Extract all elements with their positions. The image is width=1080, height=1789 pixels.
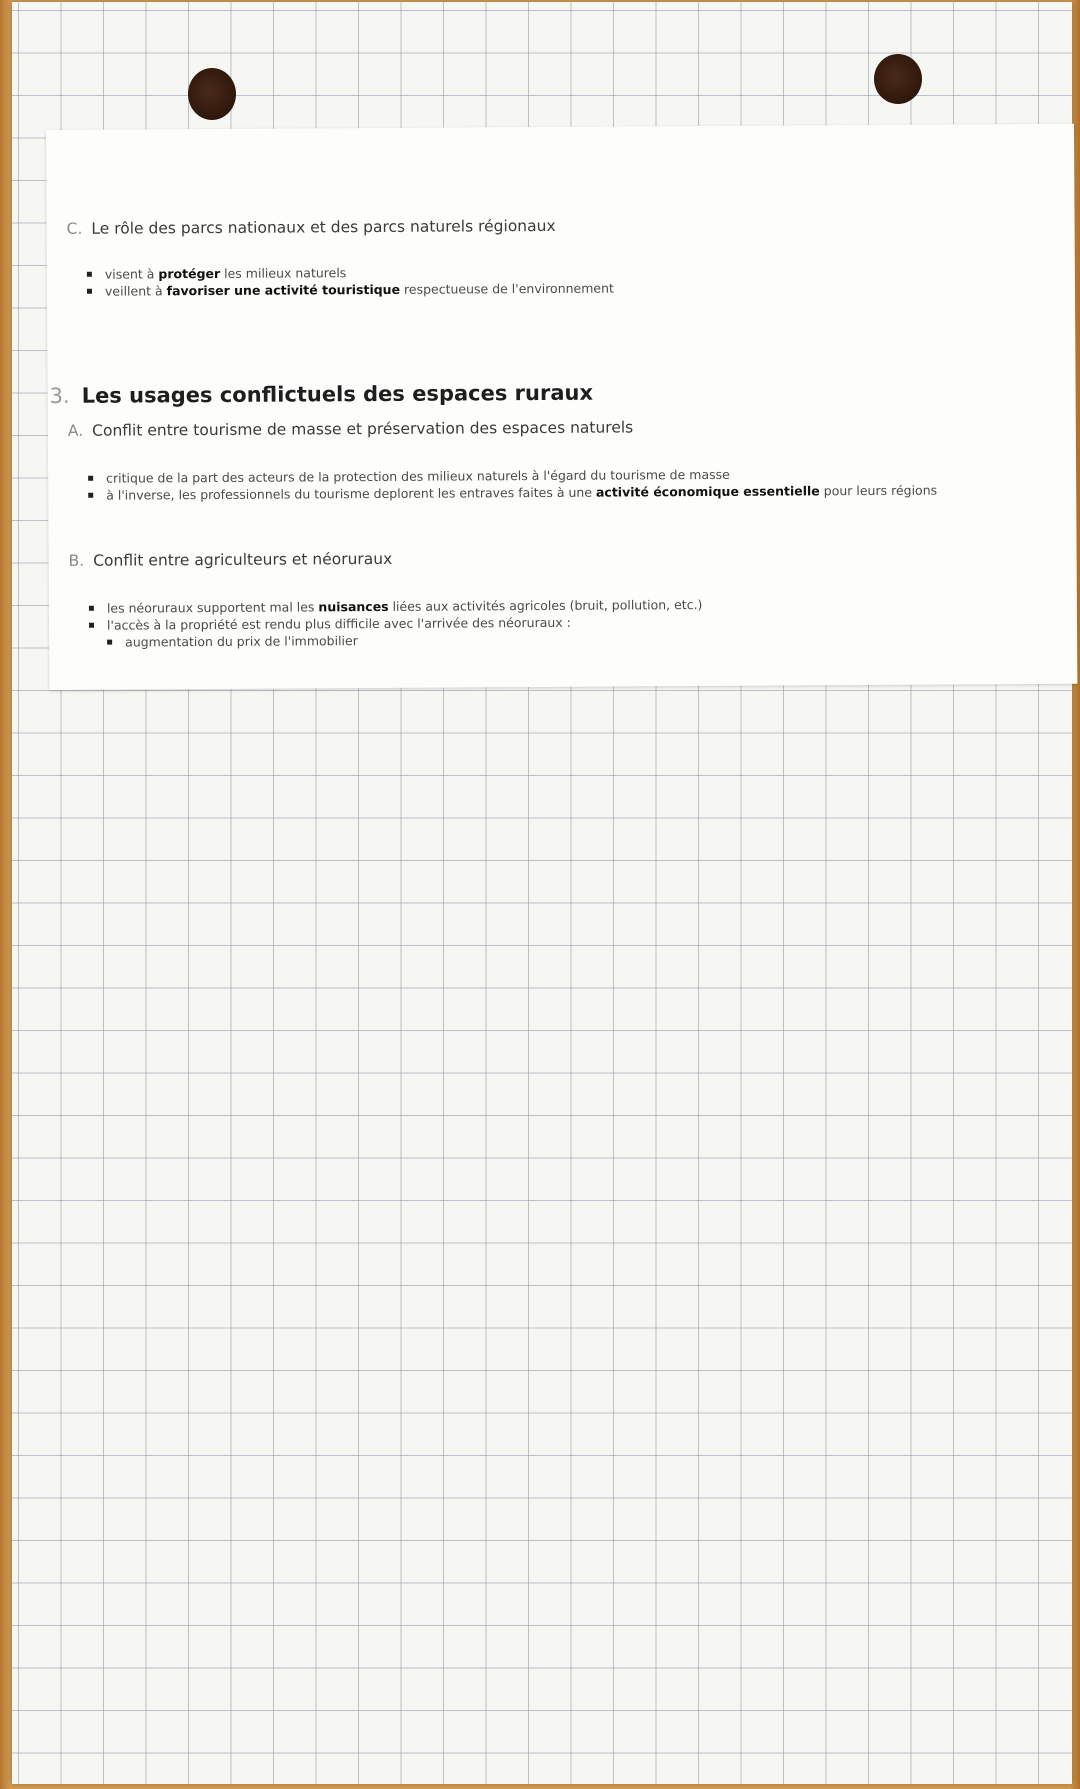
section-3-title-text: Les usages conflictuels des espaces ruraux — [81, 380, 594, 408]
list-item: à l'inverse, les professionnels du tourisme deplorent les entraves faites à une activité économique essentielle pour leurs régions — [88, 482, 937, 504]
section-3-title — [50, 381, 593, 408]
subsection-c-title: Le rôle des parcs nationaux et des parcs naturels régionaux — [91, 216, 556, 238]
list-item-nested: augmentation du prix de l'immobilier — [89, 630, 703, 651]
subsection-a-title: Conflit entre tourisme de masse et préservation des espaces naturels — [92, 418, 634, 440]
subsection-b-letter: B. — [68, 551, 85, 570]
punch-hole-left — [188, 68, 236, 120]
list-item: critique de la part des acteurs de la protection des milieux naturels à l'égard du tourisme de masse — [88, 465, 937, 487]
list-item: les néoruraux supportent mal les nuisances liées aux activités agricoles (bruit, pollution, etc.) — [89, 596, 703, 617]
section-3-number: 3. — [49, 383, 70, 408]
subsection-c-heading — [67, 217, 556, 238]
graph-paper-sheet — [12, 2, 1072, 1784]
list-item: l'accès à la propriété est rendu plus difficile avec l'arrivée des néoruraux : — [89, 613, 703, 634]
subsection-c-list — [87, 263, 614, 300]
subsection-a-heading — [68, 418, 634, 439]
subsection-b-list — [89, 596, 703, 651]
list-item: veillent à favoriser une activité touristique respectueuse de l'environnement — [87, 280, 614, 300]
list-item: visent à protéger les milieux naturels — [87, 263, 614, 283]
pasted-printout — [46, 124, 1077, 690]
subsection-c-letter: C. — [66, 219, 83, 238]
subsection-b-title: Conflit entre agriculteurs et néoruraux — [93, 549, 393, 570]
subsection-a-letter: A. — [67, 421, 84, 440]
subsection-b-heading — [69, 550, 393, 570]
punch-hole-right — [874, 54, 922, 104]
subsection-a-list — [88, 465, 937, 504]
